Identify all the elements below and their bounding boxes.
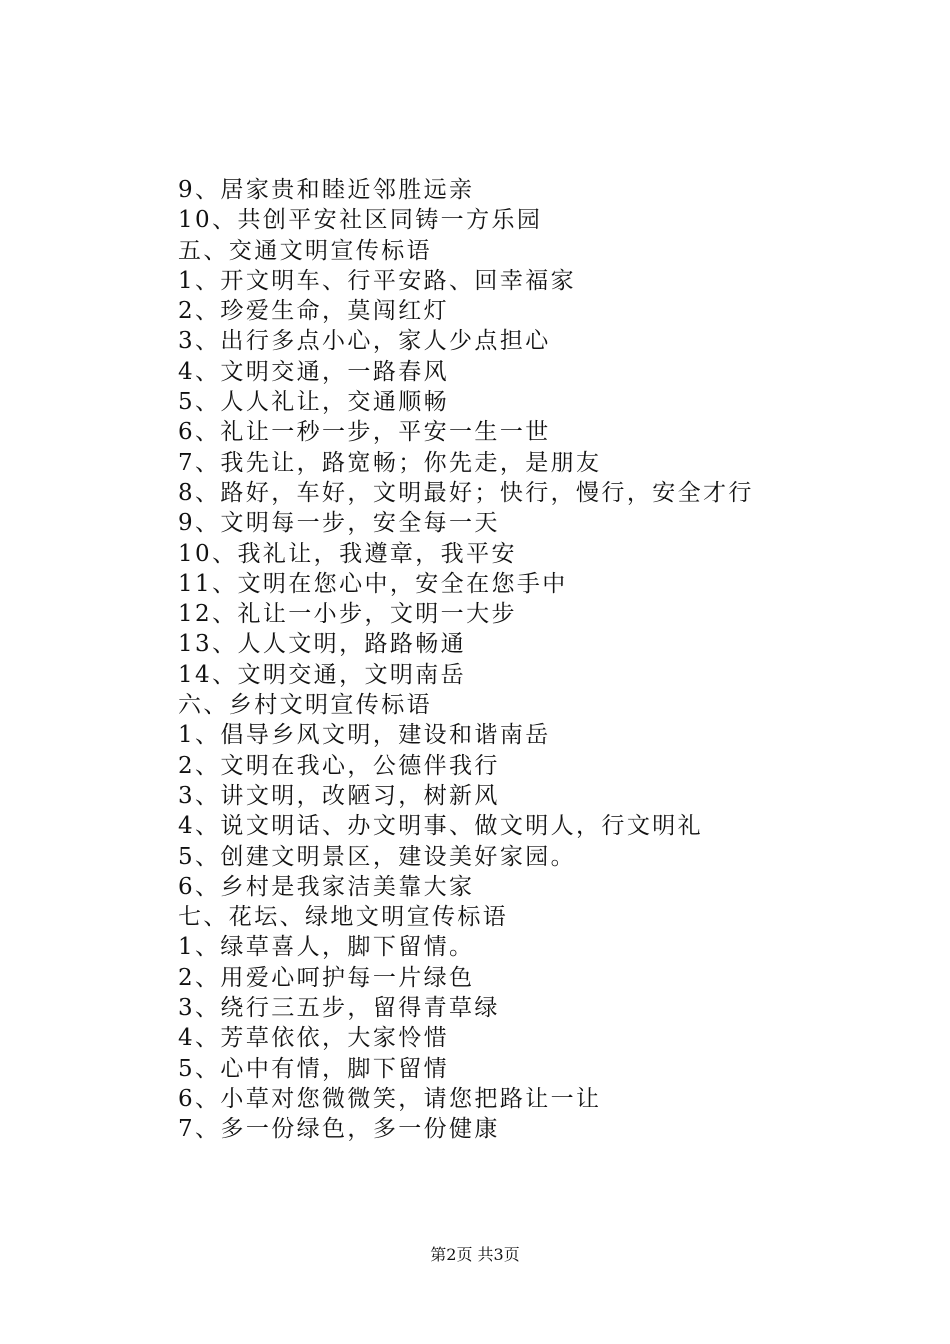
text-line: 4、说文明话、办文明事、做文明人，行文明礼 — [178, 813, 704, 840]
text-line: 7、多一份绿色，多一份健康 — [178, 1116, 500, 1143]
text-line: 1、绿草喜人，脚下留情。 — [178, 934, 475, 961]
text-line: 14、文明交通，文明南岳 — [178, 661, 467, 688]
text-line: 2、文明在我心，公德伴我行 — [178, 752, 500, 779]
text-line: 4、文明交通，一路春风 — [178, 358, 450, 385]
section-heading: 五、交通文明宣传标语 — [178, 237, 432, 264]
document-body — [178, 175, 898, 1145]
text-line: 10、共创平安社区同铸一方乐园 — [178, 207, 543, 234]
page-footer: 第2页 共3页 — [430, 1245, 520, 1264]
text-line: 4、芳草依依，大家怜惜 — [178, 1025, 450, 1052]
text-line: 3、讲文明，改陋习，树新风 — [178, 782, 500, 809]
text-line: 2、珍爱生命，莫闯红灯 — [178, 298, 450, 325]
section-heading: 六、乡村文明宣传标语 — [178, 692, 432, 719]
text-line: 10、我礼让，我遵章，我平安 — [178, 540, 517, 567]
text-line: 6、礼让一秒一步，平安一生一世 — [178, 419, 551, 446]
text-line: 3、出行多点小心，家人少点担心 — [178, 328, 551, 355]
text-line: 2、用爱心呵护每一片绿色 — [178, 964, 475, 991]
text-line: 1、倡导乡风文明，建设和谐南岳 — [178, 722, 551, 749]
text-line: 5、人人礼让，交通顺畅 — [178, 389, 450, 416]
text-line: 7、我先让，路宽畅；你先走，是朋友 — [178, 449, 602, 476]
text-line: 1、开文明车、行平安路、回幸福家 — [178, 267, 577, 294]
section-heading: 七、花坛、绿地文明宣传标语 — [178, 904, 509, 931]
text-line: 5、心中有情，脚下留情 — [178, 1055, 450, 1082]
text-line: 5、创建文明景区，建设美好家园。 — [178, 843, 577, 870]
text-line: 9、文明每一步，安全每一天 — [178, 510, 500, 537]
text-line: 11、文明在您心中，安全在您手中 — [178, 570, 568, 597]
text-line: 3、绕行三五步，留得青草绿 — [178, 995, 500, 1022]
text-line: 13、人人文明，路路畅通 — [178, 631, 467, 658]
text-line: 6、小草对您微微笑，请您把路让一让 — [178, 1085, 602, 1112]
text-line: 12、礼让一小步，文明一大步 — [178, 601, 517, 628]
text-line: 8、路好，车好，文明最好；快行，慢行，安全才行 — [178, 479, 754, 506]
text-line: 9、居家贵和睦近邻胜远亲 — [178, 177, 475, 203]
text-line: 6、乡村是我家洁美靠大家 — [178, 873, 475, 900]
